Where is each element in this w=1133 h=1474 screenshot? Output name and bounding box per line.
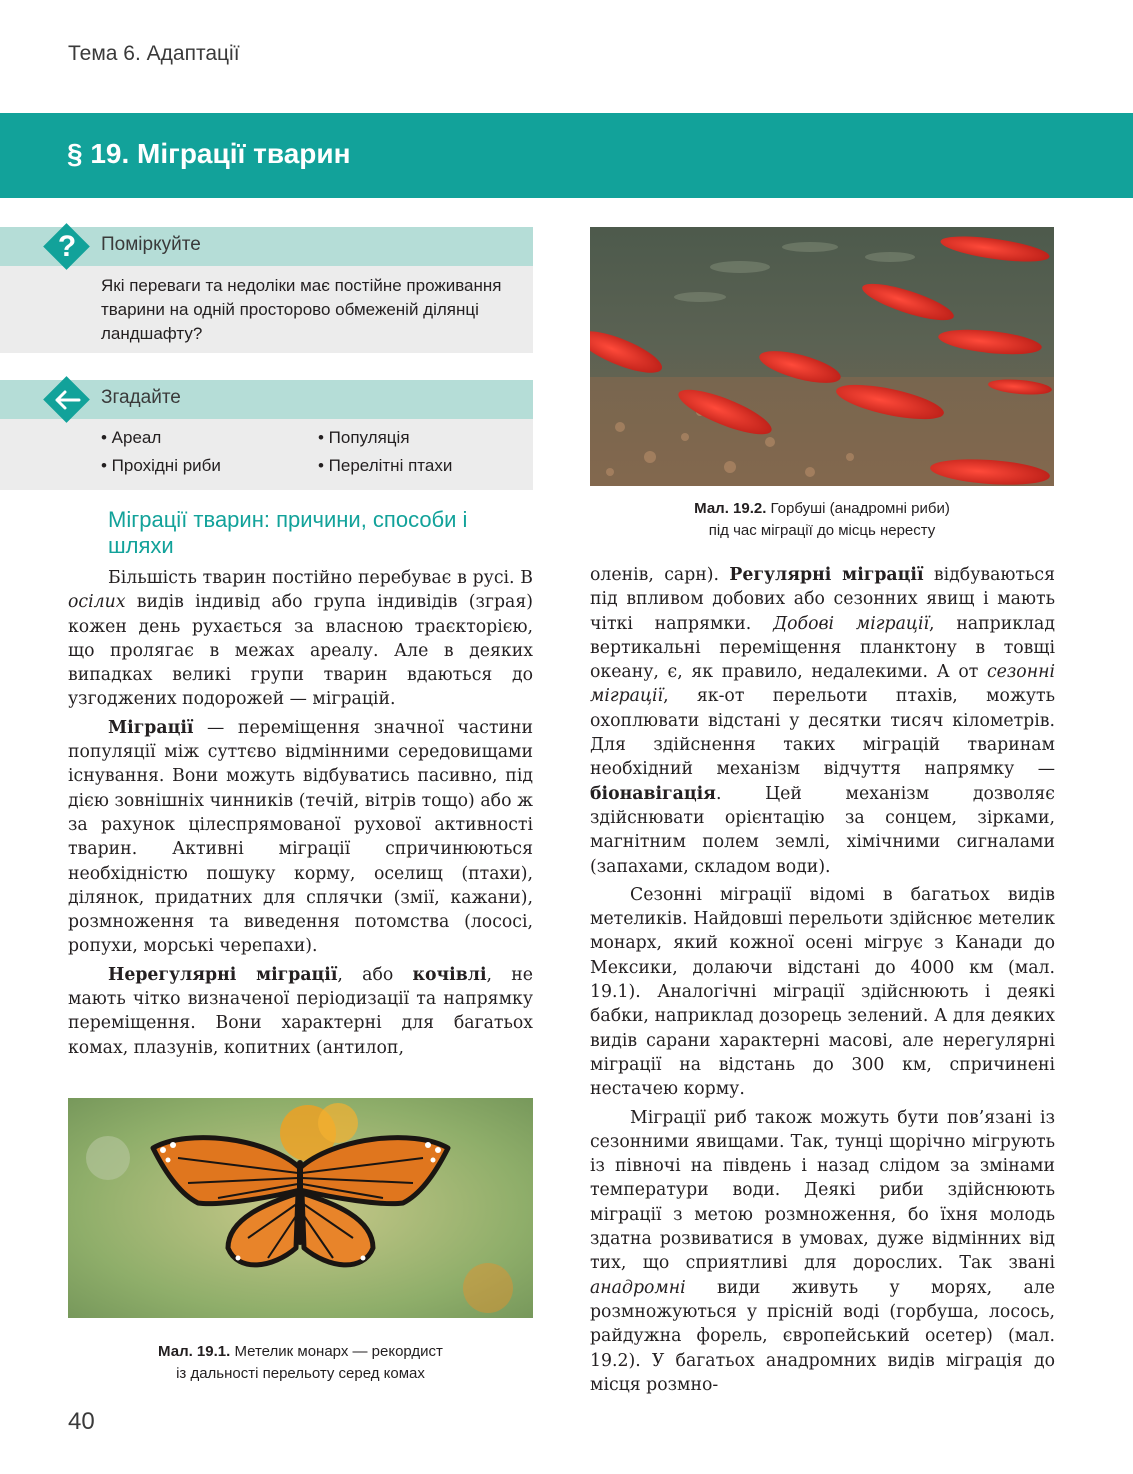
running-head: Тема 6. Адаптації xyxy=(68,42,240,65)
paragraph: Міграції риб також можуть бути пов’язані із сезонними явищами. Так, тунці щорічно мігрують із півночі на південь і назад слідом за змінами температури води. Деякі риби здійснюють міграції з метою розмноження, бо їхня молодь здатна розвиватися в умовах, дуже відмінних від тих, що сприятливі для дорослих. Так звані анадромні види живуть у морях, але розмножуються у прісній воді (горбуша, лосось, райдужна форель, європейський осетер) (мал. 19.2). У багатьох анадромних видів міграція до місця розмно- xyxy=(590,1107,1055,1395)
recall-term: • Перелітні птахи xyxy=(318,456,453,475)
monarch-butterfly-photo xyxy=(68,1098,533,1318)
paragraph: Більшість тварин постійно перебуває в русі. В осілих видів індивід або група індивідів (зграя) кожен день рухається за власною траєкторією, що пролягає в межах ареалу. Але в деяких випадках великі групи тварин вдаються до узгоджених подорожей — міграцій. xyxy=(68,568,533,710)
paragraph: Міграції — переміщення значної частини популяції між суттєво відмінними середовищами існування. Вони можуть відбуватись пасивно, під дією зовнішніх чинників (течій, вітрів тощо) або ж за рахунок цілеспрямованої рухової активності тварин. Активні міграції спричинюються необхідністю пошуку корму, оселищ (птахи), ділянок, придатних для сплячки (змії, кажани), розмноження та виведення потомства (лососі, ропухи, морські черепахи). xyxy=(68,717,533,957)
butterfly-figure-label: Мал. 19.1. xyxy=(158,1343,231,1360)
think-box-label: Поміркуйте xyxy=(101,234,201,255)
fish-caption-line2: під час міграції до місць нересту xyxy=(708,522,936,539)
paragraph: Нерегулярні міграції, або кочівлі, не мають чітко визначеної періодизації та напрямку переміщення. Вони характерні для багатьох комах, плазунів, копитних (антилоп, xyxy=(68,964,534,1058)
recall-term: • Популяція xyxy=(318,428,410,447)
salmon-photo xyxy=(590,227,1054,486)
think-box-header xyxy=(0,227,533,266)
fish-figure-caption xyxy=(590,498,1054,542)
butterfly-figure-caption xyxy=(68,1341,533,1385)
recall-box-header xyxy=(0,380,533,419)
butterfly-caption-line2: із дальності перельоту серед комах xyxy=(176,1365,425,1382)
recall-term: • Ареал xyxy=(101,428,162,447)
page-title: § 19. Міграції тварин xyxy=(67,138,351,169)
recall-box-label: Згадайте xyxy=(101,387,181,408)
page-number: 40 xyxy=(68,1408,95,1435)
fish-caption-line1: Горбуші (анадромні риби) xyxy=(766,500,950,517)
left-text-column xyxy=(68,566,533,1060)
question-icon: ? xyxy=(57,230,77,263)
title-bar xyxy=(0,113,1133,198)
paragraph: Сезонні міграції відомі в багатьох видів метеликів. Найдовші перельоти здійснює метелик монарх, який кожної осені мігрує з Канади до Мексики, долаючи відстані до 4000 км (мал. 19.1). Аналогічні міграції здійснюють і деякі бабки, наприклад дозорець зелений. А для деяких видів сарани характерні масові, але нерегулярні міграції на відстань до 300 км, спричинені нестачею корму. xyxy=(590,884,1055,1100)
recall-term: • Прохідні риби xyxy=(101,456,221,475)
think-box xyxy=(0,227,533,353)
fish-figure-label: Мал. 19.2. xyxy=(694,500,767,517)
butterfly-caption-line1: Метелик монарх — рекордист xyxy=(230,1343,443,1360)
recall-box xyxy=(0,380,533,490)
section-subheading: Міграції тварин: причини, способи і шляхи xyxy=(108,507,468,558)
right-text-column xyxy=(590,563,1055,1397)
think-box-text: Які переваги та недоліки має постійне проживання тварини на одній просторово обмеженій ділянці ландшафту? xyxy=(101,276,502,343)
paragraph: оленів, сарн). Регулярні міграції відбуваються під впливом добових або сезонних явищ і мають чіткі напрямки. Добові міграції, наприклад вертикальні переміщення планктону в товщі океану, є, як правило, недалекими. А от сезонні міграції, як-от перельоти птахів, можуть охоплювати відстані у десятки тисяч кілометрів. Для здійснення таких міграцій тваринам необхідний механізм відчуття напрямку — біонавігація. Цей механізм дозволяє здійснювати орієнтацію за сонцем, зірками, магнітним полем землі, хімічними сигналами (запахами, складом води). xyxy=(590,565,1055,877)
arrow-left-icon xyxy=(46,380,88,420)
